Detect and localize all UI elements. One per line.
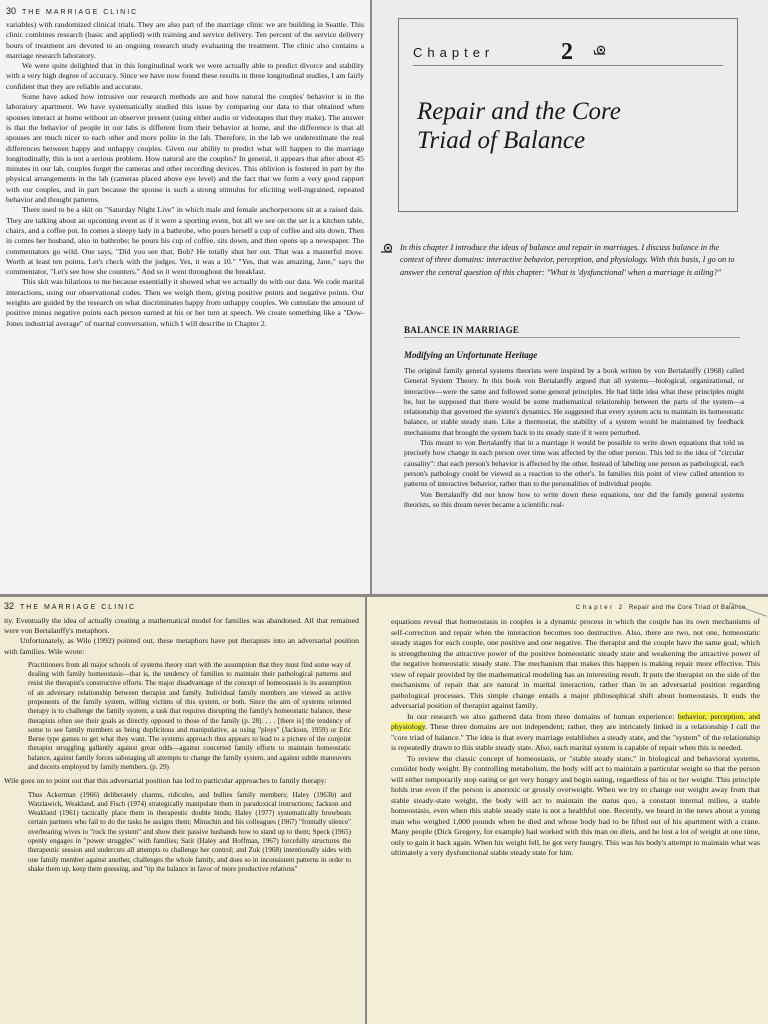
body-text — [391, 617, 760, 859]
chapter-rule — [413, 65, 723, 66]
chapter-number: 2 — [561, 39, 573, 65]
chapter-intro — [400, 242, 740, 279]
chapter-title-line: Repair and the Core — [417, 98, 621, 125]
running-head — [391, 605, 746, 611]
highlighted-text: behavior, perception, and physiology — [391, 711, 760, 731]
paragraph: To review the classic concept of homeostasis, or "stable steady state," in biological and behavioral systems, consider body weight. By controlling metabolism, the body will act to maintain a particular weight so that the person will either temporarily stop eating or get very hungry and begin eating, regardless of his or her weight. This principle holds true even if the person is anorexic or grossly overweight. When we try to change our weight away from that stable steady-state weight, the body will act to maintain the status quo, a constant internal milieu, a stable homeostasis, even when this stable steady state is not a healthful one. Recently, we heard in the news about a young man who weighed 1,000 pounds when he died and whose body had to be lifted out of his apartment with a crane. Many people (Dick Gregory, for example) had worked with this man on diets, and he lost a lot of weight at one time, only to gain it back again. When his weight fell, he got very hungry. This was his body's attempt to maintain what was ultimately a very dysfunctional stable steady state for him. — [391, 753, 760, 857]
page-30 — [0, 0, 370, 594]
running-head-title: Repair and the Core Triad of Balance — [628, 605, 746, 611]
paragraph — [391, 712, 760, 754]
running-head-title: THE MARRIAGE CLINIC — [20, 604, 137, 611]
body-text — [404, 366, 744, 510]
section-heading: BALANCE IN MARRIAGE — [404, 325, 740, 338]
intro-text: In this chapter I introduce the ideas of balance and repair in marriages. I discuss balance in the context of three domains: interactive behavior, perception, and physiology. With this basis, I go on to answer the central question of this chapter: "What is 'dysfunctional' when a marriage is ailing?" — [400, 243, 735, 277]
chapter-label: Chapter — [413, 45, 495, 60]
paragraph: The original family general systems theorists were inspired by a book written by von Bertalanffy (1968) called General System Theory. In this book von Bertalanffy argued that all systems—biological, organizational, or interactive—were the same and followed some general principles. He had little idea what these principles might be, but he supposed that there would be some mathematical relationship between the parts of the system—a relationship that governed the system's dynamics. He suggested that every system acts to maintain its homeostatic balance, or stable steady state. Like a thermostat, the stability of a system would be maintained by feedback mechanisms that brought the system back to its steady state if it were perturbed. — [404, 366, 744, 437]
paragraph: Von Bertalanffy did not know how to write down these equations, nor did the family general systems theorists, so this dream never became a scientific real- — [404, 489, 744, 509]
quote-text: Thus Ackerman (1966) deliberately charms, ridicules, and bullies family members; Haley (1963b) and Watzlawick, Weakland, and Fisch (1974) strategically manipulate them in paradoxical instructions; Jackson and Weakland (1961) tactically place them in therapeutic double binds; Haley (1977) systematically browbeats certain partners who fail to do the tasks he assigns them; Minuchin and his colleagues (1967) "frontally silence" overbearing wives to "rock the system" and show their passive husbands how to stand up to them; Speck (1965) openly engages in "power struggles" with families; Satir (Haley and Hoffman, 1967) forcefully structures the therapeutic session and undercuts all attempts to challenge her control; and Zuk (1968) intentionally sides with one family member against another, challenges the whole family, and does so in inconsistent patterns in order to shake them up, keep them guessing, and "tip the balance in favor of more productive relations" — [28, 790, 351, 873]
text-run: . These three domains are not independent; rather, they are intricately linked in a relationship I call the "core triad of balance." The idea is that every marriage establishes a steady state, and the "system" of the relationship is repeatedly drawn to this stable steady state. Also, each marital system is capable of repair when this is needed. — [391, 722, 760, 752]
running-head-title: THE MARRIAGE CLINIC — [22, 9, 139, 16]
page-32 — [0, 597, 365, 1024]
page-31 — [372, 0, 768, 594]
subsection-heading: Modifying an Unfortunate Heritage — [404, 350, 538, 360]
snail-ornament-icon — [593, 45, 607, 55]
paragraph: equations reveal that homeostasis in couples is a dynamic process in which the couple has its own mechanisms of self-correction and repair when the interaction becomes too destructive. Also, there are two, not one, homeostatic steady stages for each couple, one positive and one negative. The therapist and the couple have the same goal, which is strengthening the attractive power of the positive homeostatic steady state and weakening the attractive power of the negative homeostatic steady state. The mechanism that makes this happen is making repair more effective. This view of repair provided by the mathematical modeling has an interesting result. It puts the therapist on the side of the mechanisms of repair that are natural in marital interaction, rather than in an adversarial position regarding pathological processes. This simple change entails a major philosophical shift about homeostasis. It ends the adversarial position of therapist against family. — [391, 617, 760, 710]
paragraph: Unfortunately, as Wile (1992) pointed out, these metaphors have put therapists into an adversarial position with families. Wile wrote: — [4, 636, 359, 656]
paragraph: We were quite delighted that in this longitudinal work we were actually able to predict divorce and stability with a very high degree of accuracy. Since we have now found these results in three longitudinal studies, I am fairly confident that they are reliable and accurate. — [6, 61, 364, 91]
chapter-title-box — [398, 18, 738, 212]
chapter-title-line: Triad of Balance — [417, 127, 586, 154]
text-run: In our research we also gathered data from three domains of human experience: — [407, 711, 678, 721]
paragraph: variables) with randomized clinical trials. They are also part of the marriage clinic we are building in Seattle. This clinic combines research (basic and applied) with training and service delivery. Ten percent of the service delivery hours of treatment are devoted to an ongoing research study evaluating the treatment. The clinic also contains a marriage research laboratory. — [6, 20, 364, 60]
chapter-title — [417, 97, 621, 155]
block-quote — [28, 791, 351, 875]
paragraph: This skit was hilarious to me because essentially it showed what we actually do with our data. We code marital interactions, using our observational codes. Then we weigh them, giving positive points and negative points. Our weights are guided by the research on what discriminates happy from unhappy couples. We cumulate the amount of positive minus negative points each person earned at his or her turn at speech. We create something like a "Dow-Jones industrial average" of marital conversation, which I will describe in Chapter 2. — [6, 277, 364, 328]
quote-text: Practitioners from all major schools of systems theory start with the assumption that they must find some way of dealing with family homeostasis—that is, the tendency of families to maintain their pathological patterns and resist the therapist's constructive efforts. The major disadvantage of the concept of homeostasis is its assumption of an adversary relationship between therapist and family. Individual family members are viewed as active proponents of the family system, willing victims of this system, or both. Since the aim of systems oriented therapy is to challenge the family system, a task that requires disrupting the family's homeostatic balance, these therapists often see their goals as directly opposed to those of the family (p. 28). . . . [there is] the tendency of some to see family members as being duplicitous and manipulative, as using "ploys" (Jackson, 1959) or Eric Berne type games to get what they want. The systems approach thus appears to lead to a picture of the conjoint therapist struggling gallantly against great odds—against concerted family efforts to maintain homeostatic balance, against family forces sabotaging all attempts to change the family system, and against subtle maneuvers and deceits employed by family members. (p. 29) — [28, 660, 351, 772]
paragraph: Wile goes on to point out that this adversarial position has led to particular approaches to family therapy: — [4, 776, 327, 786]
running-head — [6, 6, 364, 16]
page-number: 32 — [4, 601, 15, 611]
block-quote — [28, 661, 351, 773]
snail-ornament-icon — [380, 243, 394, 253]
running-head-chapter: Chapter 2 — [575, 605, 625, 611]
body-text — [4, 616, 359, 657]
running-head — [4, 601, 359, 611]
paragraph: There used to be a skit on "Saturday Night Live" in which male and female anchorpersons sit at a raised dais. They are talking about an upcoming event as if it were a sporting event, but all we see on the set is a kitchen table, chairs, and a coffee pot. In comes a sleepy lady in a bathrobe, who pours herself a cup of coffee and sits down. Then in comes her husband, also in bathrobe; he pours his cup of coffee, sits down, and then opens up a newspaper. The commentators go wild. One says, "Did you see that, Bob? He totally shut her out. That was a masterful move. Worth at least ten points. Let's check with the judges. Yes, it was a 10." "Yes, that was amazing, Jane," says the commentator, "Let's see how she counters." And so it went throughout the breakfast. — [6, 205, 364, 277]
body-text — [6, 20, 364, 329]
page-33 — [367, 597, 768, 1024]
paragraph: This meant to von Bertalanffy that in a marriage it would be possible to write down equations that told us precisely how change in each person over time was affected by the other person. This led to the idea of "circular causality": that each person's behavior is affected by the other. Instead of labeling one person as pathological, each person's pathology could be viewed as a reaction to the other's. In families this point of view called attention to patterns of interactive behavior, rather than to the personalities of individual people. — [404, 438, 744, 489]
paragraph: Some have asked how intrusive our research methods are and how natural the couples' behavior is in the laboratory apartment. We have systematically studied this issue by comparing our data to that obtained when spouses interact at home without an observer present (using either audio or videotapes that they make). The answer is that the behavior of people in our labs is different from their behavior at home, and the difference is that all spouses are much nicer to each other and more polite in the lab. Therefore, in the lab we underestimate the real differences between happy and unhappy couples. Given our ability to predict what will happen to the marriage longitudinally, this is not a serious problem. How natural are the couples? In general, it appears that after about 45 minutes in our lab, couples forget the cameras and other recording devices. This oblivion is fostered in part by the physical arrangements in the lab (cameras placed above eye level) and the fact that we form a very good rapport with our couples, and in part because the spouse is such a strong stimulus for eliciting well-ingrained, repeated behavior and thought patterns. — [6, 92, 364, 205]
paragraph: ity. Eventually the idea of actually creating a mathematical model for families was abandoned. All that remained were von Bertalanffy's metaphors. — [4, 616, 359, 636]
body-text — [4, 776, 359, 786]
page-number: 30 — [6, 6, 17, 16]
